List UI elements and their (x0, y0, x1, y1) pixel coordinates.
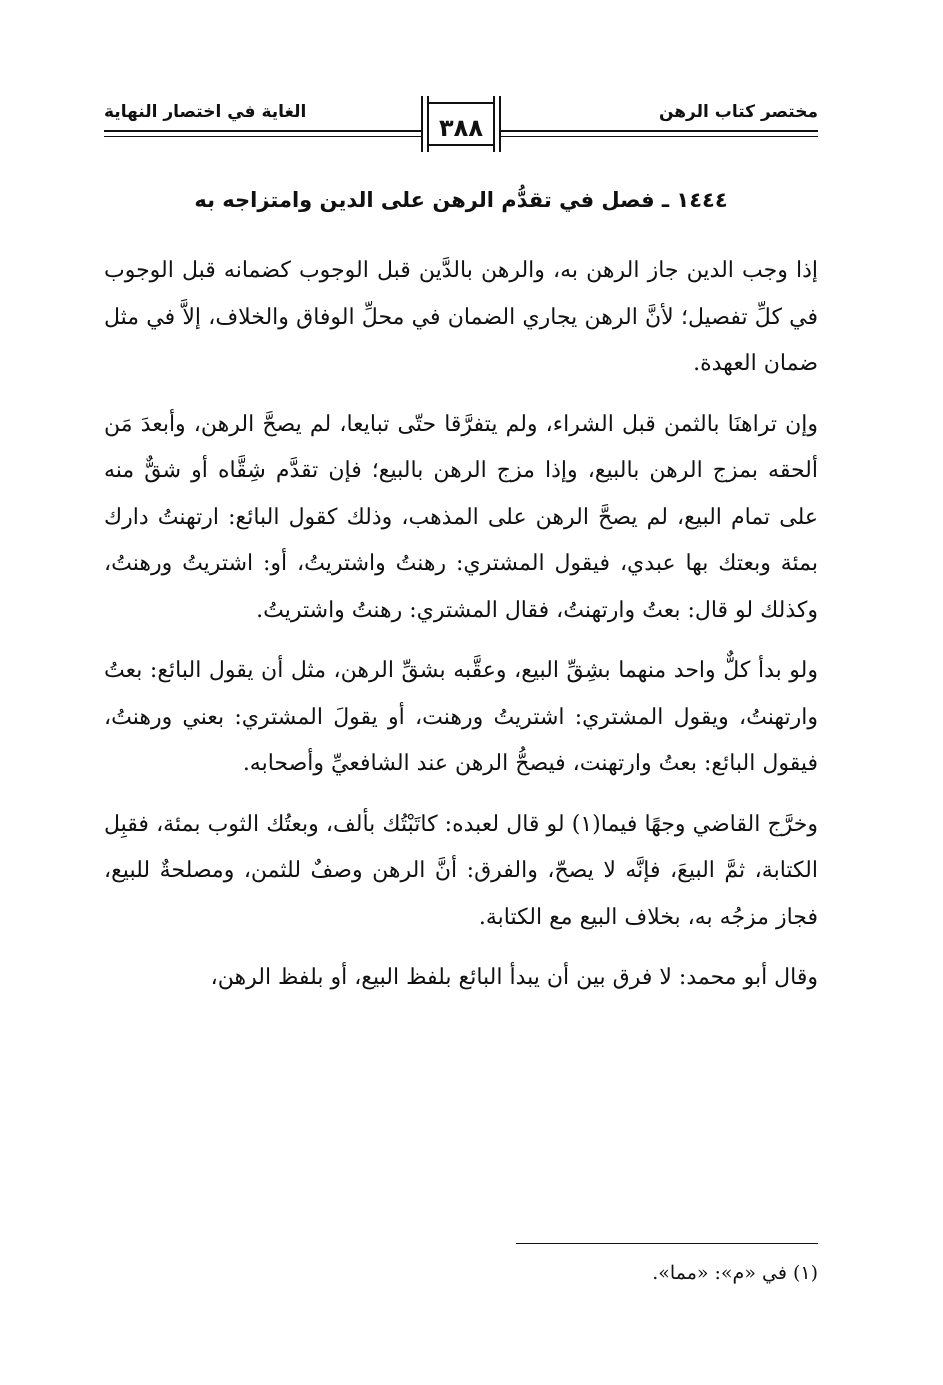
paragraph: وخرَّج القاضي وجهًا فيما(١) لو قال لعبده: كاتَبْتُك بألف، وبعتُك الثوب بمئة، فقبِل الكتابة، ثمَّ البيعَ، فإنَّه لا يصحّ، والفرق: أنَّ الرهن وصفٌ للثمن، ومصلحةٌ للبيع، فجاز مزجُه به، بخلاف البيع مع الكتابة. (104, 811, 819, 930)
page-number-box (421, 96, 501, 152)
main-text (104, 248, 818, 1016)
paragraph: إذا وجب الدين جاز الرهن به، والرهن بالدَّين قبل الوجوب كضمانه قبل الوجوب في كلِّ تفصيل؛ لأنَّ الرهن يجاري الضمان في محلِّ الوفاق والخلاف، إلاَّ في مثل ضمان العهدة. (104, 258, 818, 376)
paragraph: ولو بدأ كلٌّ واحد منهما بشِقِّ البيع، وعقَّبه بشقِّ الرهن، مثل أن يقول البائع: بعتُ وارتهنتُ، ويقول المشتري: اشتريتُ ورهنت، أو يقولَ المشتري: بعني ورهنتُ، فيقول البائع: بعتُ وارتهنت، فيصحُّ الرهن عند الشافعيِّ وأصحابه. (104, 658, 818, 776)
footnote-separator (516, 1243, 818, 1244)
page-header (104, 96, 818, 156)
paragraph: وإن تراهنَا بالثمن قبل الشراء، ولم يتفرَّقا حتّى تبايعا، لم يصحَّ الرهن، وأبعدَ مَن ألحقه بمزج الرهن بالبيع، وإذا مزج الرهن بالبيع؛ فإن تقدَّم شِقَّاه أو شقٌّ منه على تمام البيع، لم يصحَّ الرهن على المذهب، وذلك كقول البائع: ارتهنتُ دارك بمئة وبعتك بها عبدي، فيقول المشتري: رهنتُ واشتريتُ، أو: اشتريتُ ورهنتُ، وكذلك لو قال: بعتُ وارتهنتُ، فقال المشتري: رهنتُ واشتريتُ. (104, 411, 818, 623)
section-heading: ١٤٤٤ ـ فصل في تقدُّم الرهن على الدين وامتزاجه به (194, 188, 728, 212)
page-number: ٣٨٨ (439, 114, 483, 142)
running-head-book: مختصر كتاب الرهن (658, 102, 818, 122)
paragraph: وقال أبو محمد: لا فرق بين أن يبدأ البائع بلفظ البيع، أو بلفظ الرهن، (210, 965, 818, 990)
running-head-work: الغاية في اختصار النهاية (104, 102, 307, 122)
footnote: (١) في «م»: «مما». (652, 1262, 818, 1284)
